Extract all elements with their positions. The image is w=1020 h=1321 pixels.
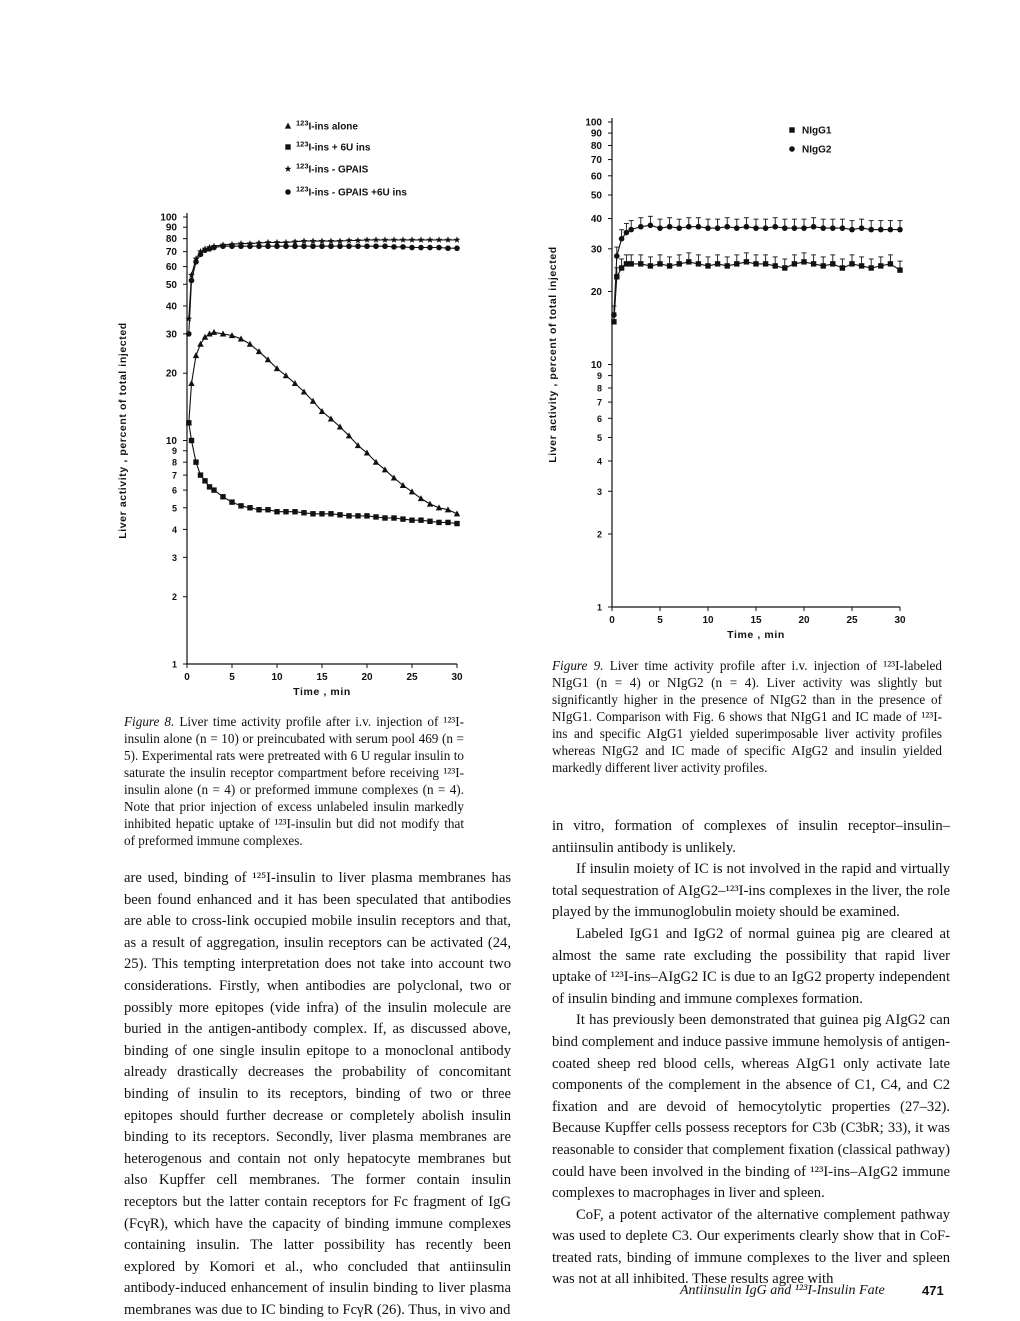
data-point xyxy=(628,227,634,233)
y-tick-label: 5 xyxy=(171,503,177,514)
data-point xyxy=(436,236,443,243)
data-point xyxy=(382,515,387,520)
data-point xyxy=(686,224,692,230)
right-paragraph: Labeled IgG1 and IgG2 of normal guinea pig are cleared at almost the same rate excluding the possibility that rapid liver uptake of ¹²³I-ins–AIgG2 IC is due to an IgG2 property independent of insulin binding and immune complexes formation. xyxy=(552,925,950,1007)
legend-label: NIgG2 xyxy=(802,144,832,156)
legend-isotope: 123 xyxy=(296,161,309,171)
data-point xyxy=(229,499,234,504)
data-point xyxy=(337,243,343,249)
data-point xyxy=(454,521,459,526)
y-tick-label: 70 xyxy=(165,247,177,259)
data-point xyxy=(337,238,344,245)
y-tick-label: 3 xyxy=(171,552,177,563)
data-point xyxy=(373,243,379,249)
y-tick-label: 1 xyxy=(171,659,177,670)
data-point xyxy=(619,236,625,242)
data-point xyxy=(888,261,893,266)
y-tick-label: 2 xyxy=(596,529,602,540)
data-point xyxy=(337,512,342,517)
data-point xyxy=(355,237,362,244)
y-tick-label: 70 xyxy=(590,155,602,167)
data-point xyxy=(364,236,371,243)
data-point xyxy=(256,507,261,512)
data-point xyxy=(193,352,199,358)
data-point xyxy=(782,225,788,231)
data-point xyxy=(454,236,461,243)
data-point xyxy=(346,237,353,244)
data-point xyxy=(238,243,244,249)
page-number: 471 xyxy=(922,1283,944,1298)
data-point xyxy=(638,224,644,230)
y-axis-label: Liver activity , percent of total injected xyxy=(117,322,129,539)
x-tick-label: 30 xyxy=(451,672,463,683)
data-point xyxy=(328,238,335,245)
data-point xyxy=(840,265,845,270)
data-point xyxy=(328,511,333,516)
y-tick-label: 80 xyxy=(165,234,177,246)
data-point xyxy=(211,245,217,251)
left-column xyxy=(124,868,511,1321)
series-line xyxy=(614,262,900,322)
left-paragraph: are used, binding of ¹²⁵I-insulin to liver plasma membranes has been found enhanced and it has been speculated that antibodies are able to cross-link occupied mobile insulin receptors and that, as a result of aggregation, insulin receptors can be activated (24, 25). This tempting interpretation does not take into account two considerations. Firstly, when antibodies are polyclonal, two or possibly more epitopes (vide infra) of the insulin molecule are buried in the antigen-antibody complex. If, as discussed above, binding of one single insulin epitope to a monoclonal antibody already drastically decreases the probability of concomitant binding of insulin to its receptors, binding of two or three epitopes should further decrease or completely abolish insulin binding to its receptors. Secondly, liver plasma membranes are heterogenous and contain not only hepatocyte membranes but also Kupffer cell membranes. The former contain insulin receptors but the latter contain receptors for Fc fragment of IgG (FcγR), which have the capacity of binding immune complexes containing insulin. The latter possibility has recently been explored by Komori et al., who concluded that antiinsulin antibody-induced enhancement of insulin binding to liver plasma membranes was due to IC binding to FcγR (26). Thus, in vivo and xyxy=(124,870,511,1318)
series-line xyxy=(614,225,900,315)
data-point xyxy=(319,243,325,249)
legend-text: I-ins alone xyxy=(308,121,358,133)
x-tick-label: 15 xyxy=(750,615,762,626)
data-point xyxy=(418,495,424,501)
data-point xyxy=(310,243,316,249)
data-point xyxy=(186,331,192,337)
data-point xyxy=(734,261,739,266)
data-point xyxy=(202,334,208,340)
y-tick-label: 10 xyxy=(590,360,602,371)
data-point xyxy=(364,513,369,518)
data-point xyxy=(436,245,442,251)
data-point xyxy=(821,263,826,268)
data-point xyxy=(427,501,433,507)
data-point xyxy=(274,509,279,514)
data-point xyxy=(400,236,407,243)
y-tick-label: 4 xyxy=(596,456,602,467)
data-point xyxy=(247,505,252,510)
data-point xyxy=(409,488,415,494)
y-tick-label: 8 xyxy=(171,457,177,468)
data-point xyxy=(292,243,298,249)
y-tick-label: 90 xyxy=(165,222,177,234)
data-point xyxy=(611,319,616,324)
data-point xyxy=(744,259,749,264)
data-point xyxy=(418,245,424,251)
legend-text: I-ins - GPAIS +6U ins xyxy=(308,187,407,199)
series-line xyxy=(189,240,457,319)
data-point xyxy=(667,224,673,230)
data-point xyxy=(792,225,798,231)
legend-label: NIgG1 xyxy=(802,125,832,137)
y-tick-label: 1 xyxy=(596,602,602,613)
data-point xyxy=(355,243,361,249)
legend-label xyxy=(296,185,407,199)
data-point xyxy=(753,261,758,266)
y-tick-label: 30 xyxy=(590,244,602,256)
data-point xyxy=(418,236,425,243)
data-point xyxy=(445,245,451,251)
data-point xyxy=(400,244,406,250)
data-point xyxy=(247,243,253,249)
y-tick-label: 20 xyxy=(165,368,177,380)
y-tick-label: 90 xyxy=(590,128,602,140)
legend-text: I-ins - GPAIS xyxy=(308,164,369,176)
y-tick-label: 2 xyxy=(171,592,177,603)
data-point xyxy=(801,225,807,231)
x-tick-label: 0 xyxy=(609,615,615,626)
data-point xyxy=(220,494,225,499)
data-point xyxy=(772,224,778,230)
data-point xyxy=(198,252,204,258)
data-point xyxy=(229,243,235,249)
data-point xyxy=(454,245,460,251)
data-point xyxy=(773,263,778,268)
legend-label xyxy=(296,140,371,154)
data-point xyxy=(202,478,207,483)
right-paragraph: CoF, a potent activator of the alternative complement pathway was used to deplete C3. Our experiments clearly show that in CoF-treated rats, binding of immune complexes to the liver and spleen was not at all inhibited. These results agree with xyxy=(552,1206,950,1288)
data-point xyxy=(274,243,280,249)
data-point xyxy=(648,222,654,228)
data-point xyxy=(265,243,271,249)
data-point xyxy=(301,510,306,515)
data-point xyxy=(792,261,797,266)
data-point xyxy=(445,236,452,243)
data-point xyxy=(188,380,194,386)
data-point xyxy=(400,516,405,521)
data-point xyxy=(445,520,450,525)
data-point xyxy=(611,312,617,318)
data-point xyxy=(696,224,702,230)
y-axis-label: Liver activity , percent of total injected xyxy=(547,246,559,463)
data-point xyxy=(355,513,360,518)
figure-9-caption xyxy=(552,657,942,776)
x-tick-label: 25 xyxy=(406,672,418,683)
figure-8-caption xyxy=(124,713,464,849)
data-point xyxy=(725,263,730,268)
data-point xyxy=(186,420,191,425)
data-point xyxy=(820,225,826,231)
data-point xyxy=(624,261,629,266)
data-point xyxy=(705,263,710,268)
data-point xyxy=(878,227,884,233)
x-tick-label: 20 xyxy=(798,615,810,626)
legend-isotope: 123 xyxy=(296,118,309,128)
data-point xyxy=(292,509,297,514)
legend-text: I-ins + 6U ins xyxy=(308,142,371,154)
figure-9-chart xyxy=(540,110,920,650)
data-point xyxy=(657,225,663,231)
x-tick-label: 10 xyxy=(271,672,283,683)
data-point xyxy=(436,520,441,525)
data-point xyxy=(686,259,691,264)
data-point xyxy=(859,263,864,268)
data-point xyxy=(715,225,721,231)
data-point xyxy=(849,227,855,233)
data-point xyxy=(427,519,432,524)
data-point xyxy=(897,227,903,233)
legend-marker xyxy=(285,189,291,195)
figure-8-caption-label: Figure 8. xyxy=(124,714,175,729)
data-point xyxy=(677,261,682,266)
data-point xyxy=(418,517,423,522)
data-point xyxy=(705,225,711,231)
data-point xyxy=(619,265,624,270)
data-point xyxy=(328,243,334,249)
data-point xyxy=(265,507,270,512)
data-point xyxy=(301,243,307,249)
y-tick-label: 4 xyxy=(171,524,177,535)
x-tick-label: 30 xyxy=(894,615,906,626)
data-point xyxy=(763,261,768,266)
data-point xyxy=(283,372,289,378)
data-point xyxy=(310,511,315,516)
data-point xyxy=(859,225,865,231)
legend-label xyxy=(296,162,369,176)
y-tick-label: 6 xyxy=(596,413,602,424)
data-point xyxy=(189,438,194,443)
data-point xyxy=(753,225,759,231)
data-point xyxy=(409,517,414,522)
x-tick-label: 5 xyxy=(657,615,663,626)
y-tick-label: 50 xyxy=(590,190,602,202)
data-point xyxy=(391,515,396,520)
data-point xyxy=(427,236,434,243)
data-point xyxy=(869,265,874,270)
x-tick-label: 10 xyxy=(702,615,714,626)
y-tick-label: 80 xyxy=(590,141,602,153)
data-point xyxy=(211,487,216,492)
data-point xyxy=(391,244,397,250)
data-point xyxy=(409,236,416,243)
data-point xyxy=(283,509,288,514)
data-point xyxy=(310,238,317,245)
x-tick-label: 5 xyxy=(229,672,235,683)
data-point xyxy=(364,243,370,249)
y-tick-label: 100 xyxy=(585,117,602,129)
data-point xyxy=(301,238,308,245)
data-point xyxy=(193,259,199,265)
series-line xyxy=(189,423,457,524)
data-point xyxy=(676,225,682,231)
y-tick-label: 50 xyxy=(165,279,177,291)
data-point xyxy=(763,225,769,231)
x-axis-label: Time , min xyxy=(293,686,351,698)
data-point xyxy=(868,227,874,233)
right-paragraph: in vitro, formation of complexes of insulin receptor–insulin–antiinsulin antibody is unlikely. xyxy=(552,818,950,856)
data-point xyxy=(897,267,902,272)
data-point xyxy=(840,225,846,231)
data-point xyxy=(830,261,835,266)
right-paragraph: It has previously been demonstrated that guinea pig AIgG2 can bind complement and induce passive immune hemolysis of antigen-coated sheep red blood cells, whereas AIgG1 only activate late components of the complement in the absence of C1, C4, and C2 fixation and are devoid of hemocytolytic properties (27–32). Because Kupffer cells possess receptors for C3b (C3bR; 33), it was reasonable to consider that complement fixation (classical pathway) could have been involved in the binding of ¹²³I-ins–AIgG2 immune complexes to macrophages in liver and spleen. xyxy=(552,1012,950,1202)
data-point xyxy=(811,261,816,266)
data-point xyxy=(629,261,634,266)
data-point xyxy=(878,263,883,268)
data-point xyxy=(801,259,806,264)
figure-9-caption-label: Figure 9. xyxy=(552,658,604,673)
y-tick-label: 40 xyxy=(590,214,602,226)
data-point xyxy=(657,261,662,266)
data-point xyxy=(811,224,817,230)
data-point xyxy=(319,511,324,516)
data-point xyxy=(373,236,380,243)
x-tick-label: 25 xyxy=(846,615,858,626)
legend-isotope: 123 xyxy=(296,184,309,194)
data-point xyxy=(624,230,630,236)
y-tick-label: 30 xyxy=(165,329,177,341)
data-point xyxy=(193,459,198,464)
figure-9-caption-text: Liver time activity profile after i.v. injection of ¹²³I-labeled NIgG1 (n = 4) or NIgG2 (n = 4). Liver activity was slightly but significantly higher in the presence of NIgG2 than in the presence of NIgG1. Comparison with Fig. 6 shows that NIgG1 and IC made of ¹²³I-ins and specific AIgG1 yielded superimposable liver activity profiles whereas NIgG2 and IC made of specific AIgG2 and insulin yielded markedly different liver activity profiles. xyxy=(552,658,942,775)
y-tick-label: 20 xyxy=(590,287,602,299)
data-point xyxy=(382,236,389,243)
series-line xyxy=(189,332,457,514)
data-point xyxy=(211,329,217,335)
data-point xyxy=(724,224,730,230)
legend-marker xyxy=(789,146,795,152)
legend-marker xyxy=(789,127,794,132)
data-point xyxy=(715,261,720,266)
data-point xyxy=(614,274,619,279)
legend-marker xyxy=(285,165,292,172)
data-point xyxy=(346,243,352,249)
x-tick-label: 15 xyxy=(316,672,328,683)
y-tick-label: 10 xyxy=(165,436,177,447)
series-line xyxy=(189,246,457,334)
legend-marker xyxy=(285,123,291,129)
figure-8-chart xyxy=(110,110,480,705)
y-tick-label: 100 xyxy=(160,212,177,224)
y-tick-label: 6 xyxy=(171,485,177,496)
data-point xyxy=(888,227,894,233)
legend-marker xyxy=(285,144,290,149)
data-point xyxy=(382,243,388,249)
data-point xyxy=(667,263,672,268)
data-point xyxy=(648,263,653,268)
running-title: Antiinsulin IgG and ¹²³I-Insulin Fate xyxy=(680,1283,885,1298)
right-column xyxy=(552,816,950,1291)
data-point xyxy=(409,245,415,251)
data-point xyxy=(220,243,226,249)
y-tick-label: 7 xyxy=(171,470,177,481)
data-point xyxy=(256,243,262,249)
y-tick-label: 9 xyxy=(596,371,602,382)
y-tick-label: 3 xyxy=(596,486,602,497)
y-tick-label: 40 xyxy=(165,301,177,313)
x-tick-label: 20 xyxy=(361,672,373,683)
y-tick-label: 8 xyxy=(596,383,602,394)
data-point xyxy=(391,236,398,243)
right-paragraph: If insulin moiety of IC is not involved in the rapid and virtually total sequestration of AIgG2–¹²³I-ins complexes in the liver, the role played by the immunoglobulin moiety should be examined. xyxy=(552,861,950,921)
data-point xyxy=(638,261,643,266)
data-point xyxy=(744,224,750,230)
y-tick-label: 7 xyxy=(596,397,602,408)
data-point xyxy=(238,503,243,508)
data-point xyxy=(782,265,787,270)
legend-isotope: 123 xyxy=(296,139,309,149)
data-point xyxy=(849,261,854,266)
x-tick-label: 0 xyxy=(184,672,190,683)
data-point xyxy=(198,472,203,477)
y-tick-label: 60 xyxy=(590,171,602,183)
figure-8-caption-text: Liver time activity profile after i.v. injection of ¹²³I-insulin alone (n = 10) or preincubated with serum pool 469 (n = 5). Experimental rats were pretreated with 6 U regular insulin to saturate the insulin receptor compartment before receiving ¹²³I-insulin alone (n = 4) or preformed immune complexes (n = 4). Note that prior injection of excess unlabeled insulin markedly inhibited hepatic uptake of ¹²³I-insulin but did not modify that of preformed immune complexes. xyxy=(124,714,465,848)
data-point xyxy=(734,225,740,231)
data-point xyxy=(283,243,289,249)
data-point xyxy=(614,253,620,259)
data-point xyxy=(373,514,378,519)
y-tick-label: 9 xyxy=(171,446,177,457)
data-point xyxy=(830,225,836,231)
data-point xyxy=(189,278,195,284)
data-point xyxy=(319,238,326,245)
y-tick-label: 60 xyxy=(165,262,177,274)
data-point xyxy=(247,341,253,347)
data-point xyxy=(346,513,351,518)
data-point xyxy=(427,245,433,251)
data-point xyxy=(454,510,460,516)
data-point xyxy=(696,261,701,266)
y-tick-label: 5 xyxy=(596,432,602,443)
legend-label xyxy=(296,119,358,133)
x-axis-label: Time , min xyxy=(727,629,785,641)
